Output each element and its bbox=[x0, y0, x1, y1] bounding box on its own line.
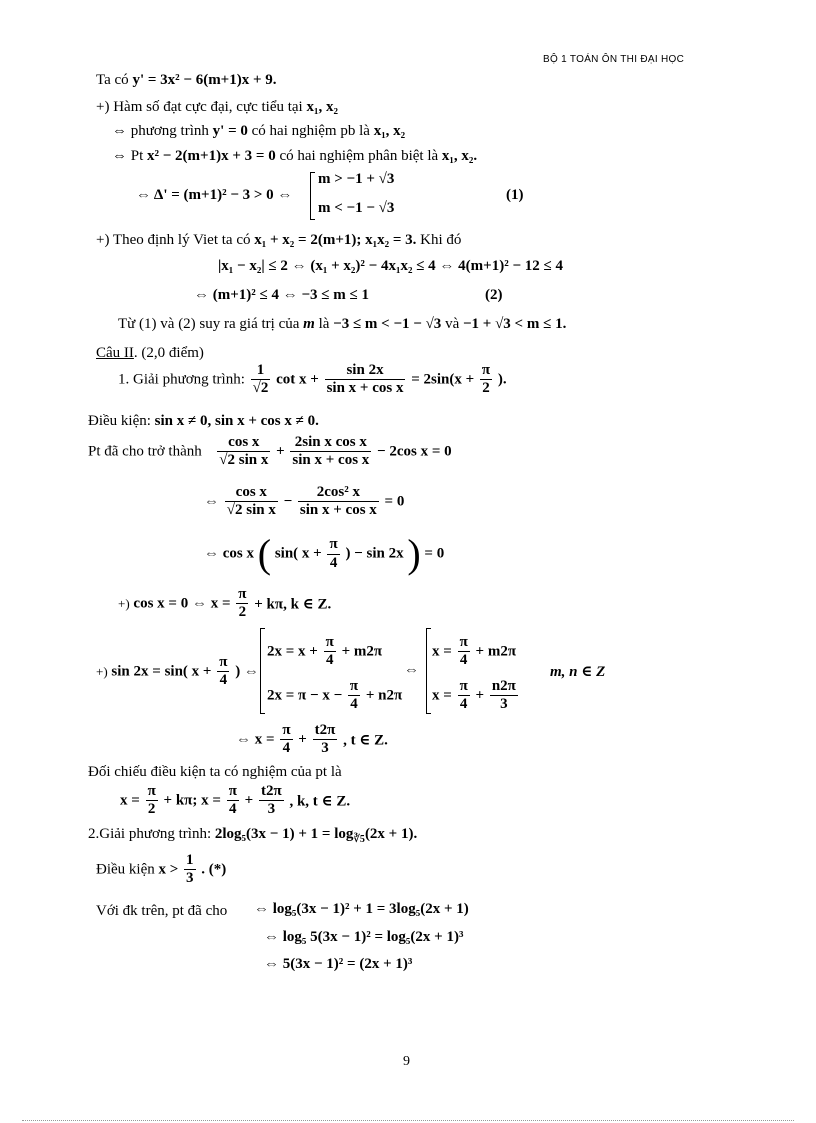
case-bracket bbox=[310, 172, 311, 220]
case-line bbox=[432, 634, 516, 670]
section-points: . (2,0 điểm) bbox=[133, 345, 204, 361]
line-derivative bbox=[96, 72, 277, 89]
line-quadratic bbox=[112, 148, 477, 165]
log-step: ⇔ log₅(3x − 1)² + 1 = 3log₅(2x + 1) bbox=[254, 901, 469, 917]
math-expression: ) − sin 2x bbox=[345, 545, 404, 562]
math-expression: x = bbox=[432, 643, 452, 660]
math-expression: + m2π bbox=[341, 643, 383, 660]
equivalence-arrow: ⇔ bbox=[404, 662, 419, 678]
math-expression: 2x = x + bbox=[267, 643, 318, 660]
fraction: $\frac{t2\pi}{3}$ bbox=[314, 722, 336, 757]
fraction: $\frac{\pi}{4}$ bbox=[349, 678, 359, 713]
text: Ta có bbox=[96, 72, 129, 88]
merged-solution bbox=[236, 722, 388, 758]
math-expression: (2x + 1). bbox=[364, 826, 418, 842]
page-header: BỘ 1 TOÁN ÔN THI ĐẠI HỌC bbox=[543, 54, 685, 65]
math-expression: = 0 bbox=[384, 493, 405, 510]
right-paren: ) bbox=[407, 531, 421, 576]
condition-line bbox=[88, 413, 319, 430]
math-expression: − 2cos x = 0 bbox=[377, 443, 452, 460]
math-expression: = 2sin(x + bbox=[411, 371, 475, 388]
math-expression: ). bbox=[497, 371, 507, 388]
text: +) Theo định lý Viet ta có bbox=[96, 232, 251, 248]
inequality-chain: |x₁ − x₂| ≤ 2 ⇔ (x₁ + x₂)² − 4x₁x₂ ≤ 4 ⇔ 4(m+1)² − 12 ≤ 4 bbox=[218, 258, 563, 274]
text: có hai nghiệm pb là bbox=[251, 123, 370, 139]
math-expression: = 0 bbox=[424, 545, 445, 562]
text: và bbox=[445, 316, 460, 332]
fraction: $\frac{\pi}{2}$ bbox=[147, 783, 156, 818]
case-line: m < −1 − √3 bbox=[318, 200, 395, 216]
case-bracket bbox=[260, 628, 261, 714]
case-sin bbox=[96, 654, 259, 690]
text: Từ (1) và (2) suy ra giá trị của bbox=[118, 316, 300, 332]
text: Pt đã cho trở thành bbox=[88, 443, 202, 460]
bullet: +) bbox=[118, 595, 130, 611]
math-expression: sin( x + bbox=[274, 545, 322, 562]
math-expression: y' = 3x² − 6(m+1)x + 9. bbox=[132, 72, 277, 88]
text: ⇔ phương trình bbox=[112, 123, 209, 139]
math-expression: x² − 2(m+1)x + 3 = 0 bbox=[147, 148, 276, 164]
equation-tag: (2) bbox=[485, 287, 503, 303]
case-line: m > −1 + √3 bbox=[318, 171, 395, 187]
fraction: $\frac{\text{2cos² x}}{\text{sin x + cos x}}$ bbox=[299, 484, 377, 519]
text: 1. Giải phương trình: bbox=[118, 371, 245, 388]
page-bottom-border bbox=[22, 1120, 794, 1121]
fraction: $\frac{\pi}{4}$ bbox=[219, 654, 228, 689]
math-operator: + bbox=[475, 687, 485, 704]
math-expression: + n2π bbox=[365, 687, 403, 704]
math-expression: sin x ≠ 0, sin x + cos x ≠ 0. bbox=[154, 413, 319, 429]
math-expression: x > bbox=[158, 861, 179, 878]
discriminant-expression: ⇔ Δ' = (m+1)² − 3 > 0 ⇔ bbox=[136, 187, 293, 203]
math-expression: , t ∈ Z. bbox=[343, 732, 388, 749]
case-cos-zero bbox=[118, 586, 331, 622]
math-expression: x₁, x₂ bbox=[306, 99, 338, 115]
fraction: $\frac{t2\pi}{3}$ bbox=[260, 783, 282, 818]
math-expression: x₁, x₂. bbox=[441, 148, 478, 164]
math-expression: cot x + bbox=[276, 371, 319, 388]
fraction: $\frac{\pi}{4}$ bbox=[459, 678, 468, 713]
math-expression: ⇔ cos x bbox=[204, 545, 254, 562]
fraction: $\frac{\pi}{2}$ bbox=[238, 586, 247, 621]
fraction: $\frac{n2\pi}{3}$ bbox=[491, 678, 516, 713]
case-line bbox=[432, 678, 520, 714]
math-operator: + bbox=[244, 792, 254, 809]
fraction: $\frac{\pi}{4}$ bbox=[282, 722, 291, 757]
equation-tag: (1) bbox=[506, 187, 524, 203]
fraction: $\frac{\pi}{4}$ bbox=[325, 634, 334, 669]
step-line bbox=[204, 531, 445, 576]
math-expression: x = bbox=[432, 687, 452, 704]
transformed-equation bbox=[88, 434, 452, 470]
text: có hai nghiệm phân biệt là bbox=[279, 148, 439, 164]
section-heading bbox=[96, 345, 204, 362]
log-base: ∛5 bbox=[353, 834, 365, 845]
condition-line-2 bbox=[96, 852, 226, 888]
text: Điều kiện: bbox=[88, 413, 151, 429]
text: Khi đó bbox=[420, 232, 462, 248]
fraction: $\frac{\pi}{4}$ bbox=[329, 536, 338, 571]
fraction: $\frac{\pi}{4}$ bbox=[459, 634, 468, 669]
math-expression: + m2π bbox=[475, 643, 517, 660]
fraction: $\frac{\text{cos x}}{\text{√2 sin x}}$ bbox=[226, 484, 276, 519]
math-operator: ⇔ bbox=[204, 493, 219, 510]
math-expression: sin 2x = sin( x + bbox=[111, 663, 212, 680]
fraction: $\frac{\text{cos x}}{\text{√2 sin x}}$ bbox=[219, 434, 269, 469]
math-expression: . (*) bbox=[201, 861, 227, 878]
math-expression: y' = 0 bbox=[212, 123, 248, 139]
math-expression: , k, t ∈ Z. bbox=[289, 793, 351, 810]
fraction: $\frac{\sin 2x}{\text{sin x + cos x}}$ bbox=[326, 362, 404, 397]
log-step: ⇔ 5(3x − 1)² = (2x + 1)³ bbox=[264, 956, 413, 972]
fraction: $\frac{\pi}{2}$ bbox=[481, 362, 491, 397]
left-paren: ( bbox=[257, 531, 272, 576]
text: 2.Giải phương trình: bbox=[88, 826, 212, 842]
math-expression: 2log₅(3x − 1) + 1 = log bbox=[214, 826, 354, 842]
text: là bbox=[318, 316, 330, 332]
question-1 bbox=[118, 362, 507, 398]
inequality-result: ⇔ (m+1)² ≤ 4 ⇔ −3 ≤ m ≤ 1 bbox=[194, 287, 370, 303]
fraction: $\frac{1}{√2}$ bbox=[252, 362, 269, 397]
case-line bbox=[267, 678, 402, 714]
question-2 bbox=[88, 826, 417, 845]
math-expression: x = bbox=[120, 792, 140, 809]
text: ⇔ Pt bbox=[112, 148, 144, 164]
comparison-text: Đối chiếu điều kiện ta có nghiệm của pt là bbox=[88, 764, 342, 780]
bullet: +) bbox=[96, 663, 108, 679]
line-extrema-condition bbox=[96, 99, 338, 116]
math-variable: m bbox=[303, 316, 315, 332]
math-expression: + kπ, k ∈ Z. bbox=[254, 596, 332, 613]
with-condition-text: Với đk trên, pt đã cho bbox=[96, 903, 228, 919]
final-solutions bbox=[120, 783, 350, 819]
section-title: Câu II bbox=[96, 345, 134, 361]
math-operator: + bbox=[276, 443, 285, 460]
math-operator: − bbox=[283, 493, 293, 510]
fraction: $\frac{\pi}{4}$ bbox=[228, 783, 237, 818]
log-step: ⇔ log₅ 5(3x − 1)² = log₅(2x + 1)³ bbox=[264, 929, 464, 945]
line-viet bbox=[96, 232, 461, 249]
text: +) Hàm số đạt cực đại, cực tiểu tại bbox=[96, 99, 303, 115]
math-expression: x₁, x₂ bbox=[373, 123, 406, 139]
math-expression: cos x = 0 ⇔ x = bbox=[133, 595, 231, 612]
text: Điều kiện bbox=[96, 861, 155, 878]
step-line bbox=[204, 484, 404, 520]
math-expression: ) ⇔ bbox=[235, 663, 259, 680]
math-expression: ⇔ x = bbox=[236, 731, 275, 748]
case-bracket bbox=[426, 628, 427, 714]
math-expression: 2x = π − x − bbox=[267, 687, 343, 704]
integer-condition: m, n ∈ Z bbox=[550, 664, 606, 680]
math-expression: x₁ + x₂ = 2(m+1); x₁x₂ = 3. bbox=[254, 232, 417, 248]
math-expression: −3 ≤ m < −1 − √3 bbox=[333, 316, 442, 332]
fraction: $\frac{1}{3}$ bbox=[186, 852, 194, 887]
case-line bbox=[267, 634, 382, 670]
math-expression: + kπ; x = bbox=[163, 792, 221, 809]
page-number: 9 bbox=[403, 1054, 410, 1069]
math-operator: + bbox=[298, 731, 307, 748]
math-expression: −1 + √3 < m ≤ 1. bbox=[462, 316, 567, 332]
line-conclusion bbox=[118, 316, 566, 333]
fraction: $\frac{\text{2sin x cos x}}{\text{sin x + cos x}}$ bbox=[292, 434, 370, 469]
line-equation-roots bbox=[112, 123, 405, 140]
